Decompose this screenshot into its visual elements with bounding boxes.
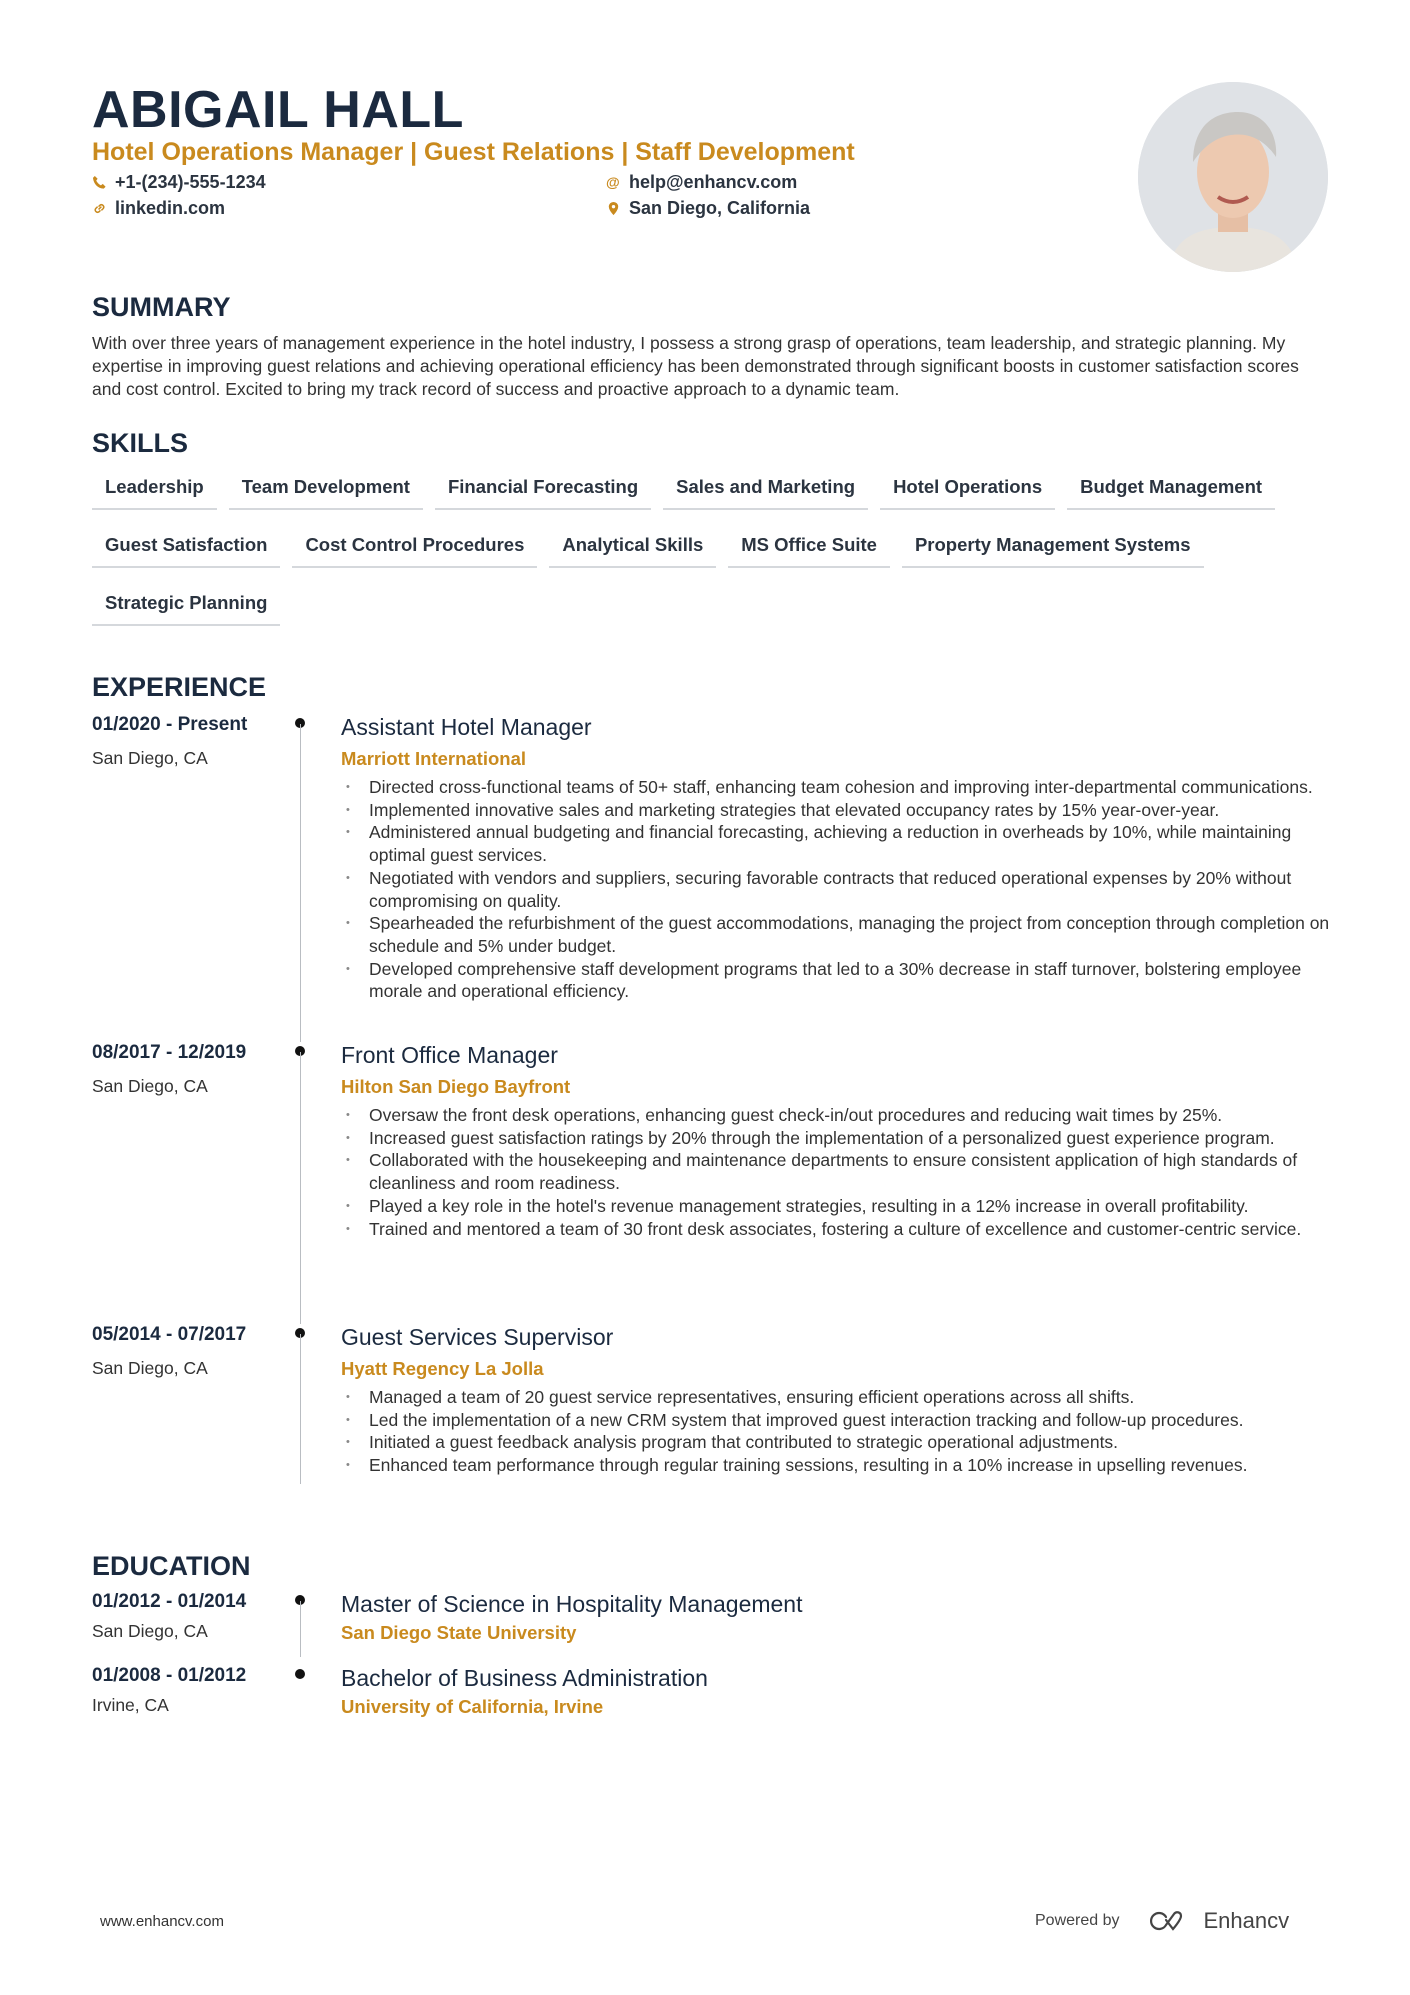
bullet: • Trained and mentored a team of 30 front desk associates, fostering a culture of excellence and customer-centric service. [341,1218,1332,1241]
skills-heading: SKILLS [92,428,189,458]
bullet: • Implemented innovative sales and marketing strategies that elevated occupancy rates by 15% year-over-year. [341,799,1332,822]
company-name: Hilton San Diego Bayfront [341,1076,571,1097]
company-name: Hyatt Regency La Jolla [341,1358,544,1379]
job-bullets [341,1386,1332,1477]
timeline [292,714,341,1003]
bullet: • Led the implementation of a new CRM system that improved guest interaction tracking and follow-up procedures. [341,1409,1332,1432]
timeline [292,1042,341,1240]
school: San Diego State University [341,1622,577,1643]
job-bullets [341,1104,1332,1240]
bullet: • Enhanced team performance through regular training sessions, resulting in a 10% increase in upselling revenues. [341,1454,1332,1477]
summary-heading: SUMMARY [92,292,231,322]
footer-url[interactable]: www.enhancv.com [100,1913,224,1930]
contact-email[interactable] [606,172,797,193]
job-date: 08/2017 - 12/2019 [92,1042,247,1063]
bullet: • Directed cross-functional teams of 50+ staff, enhancing team cohesion and improving inter-departmental communications. [341,776,1332,799]
bullet: • Played a key role in the hotel's revenue management strategies, resulting in a 12% increase in overall profitability. [341,1195,1332,1218]
svg-text:@: @ [606,175,620,190]
skill-chip: Property Management Systems [902,528,1204,568]
job-location: San Diego, CA [92,1358,208,1378]
job-location: San Diego, CA [92,748,208,768]
timeline-line [300,724,301,1042]
profile-photo [1138,82,1328,272]
degree: Master of Science in Hospitality Management [341,1591,803,1617]
bullet: • Collaborated with the housekeeping and maintenance departments to ensure consistent application of high standards of cleanliness and room readiness. [341,1149,1332,1194]
bullet: • Developed comprehensive staff development programs that led to a 30% decrease in staff turnover, bolstering employee morale and operational efficiency. [341,958,1332,1003]
timeline [292,1324,341,1477]
skills-list [92,470,1332,626]
skill-chip: Leadership [92,470,217,510]
phone-icon [92,175,107,190]
experience-entry [92,714,1332,1003]
education-entry [92,1665,1332,1718]
powered-by-label: Powered by [1035,1912,1120,1929]
location-text: San Diego, California [629,198,811,218]
job-title: Guest Services Supervisor [341,1324,614,1350]
email-text[interactable]: help@enhancv.com [629,172,798,192]
bullet: • Administered annual budgeting and financial forecasting, achieving a reduction in overheads by 10%, while maintaining optimal guest services. [341,821,1332,866]
contact-linkedin[interactable] [92,198,225,219]
timeline-dot [295,1669,305,1679]
skill-chip: Financial Forecasting [435,470,651,510]
at-icon [606,175,621,190]
enhancv-logo-icon [1146,1909,1192,1933]
job-location: San Diego, CA [92,1076,208,1096]
headline: Hotel Operations Manager | Guest Relations | Staff Development [92,138,855,166]
edu-date: 01/2012 - 01/2014 [92,1591,247,1612]
experience-entry [92,1324,1332,1477]
school: University of California, Irvine [341,1696,604,1717]
education-entry [92,1591,1332,1644]
contact-phone [92,172,266,193]
bullet: • Negotiated with vendors and suppliers, securing favorable contracts that reduced operational expenses by 20% without compromising on quality. [341,867,1332,912]
brand-name: Enhancv [1203,1908,1290,1933]
timeline-line [300,1334,301,1484]
experience-entry [92,1042,1332,1240]
edu-location: San Diego, CA [92,1621,208,1641]
phone-text: +1-(234)-555-1234 [115,172,266,192]
skill-chip: MS Office Suite [728,528,890,568]
timeline [292,1591,341,1644]
timeline [292,1665,341,1718]
candidate-name: ABIGAIL HALL [92,81,464,139]
skill-chip: Team Development [229,470,423,510]
edu-location: Irvine, CA [92,1695,169,1715]
skill-chip: Cost Control Procedures [292,528,537,568]
job-date: 05/2014 - 07/2017 [92,1324,247,1345]
summary-text: With over three years of management experience in the hotel industry, I possess a strong grasp of operations, team leadership, and strategic planning. My expertise in improving guest relations and achieving operational efficiency has been demonstrated through significant boosts in customer satisfaction scores and cost control. Excited to bring my track record of success and proactive approach to a dynamic team. [92,333,1299,399]
linkedin-text[interactable]: linkedin.com [115,198,226,218]
location-pin-icon [606,201,621,216]
skill-chip: Analytical Skills [549,528,716,568]
education-heading: EDUCATION [92,1551,251,1581]
skill-chip: Guest Satisfaction [92,528,280,568]
company-name: Marriott International [341,748,527,769]
experience-heading: EXPERIENCE [92,672,267,702]
bullet: • Increased guest satisfaction ratings by 20% through the implementation of a personalized guest experience program. [341,1127,1332,1150]
skill-chip: Strategic Planning [92,586,280,626]
degree: Bachelor of Business Administration [341,1665,708,1691]
job-bullets [341,776,1332,1003]
job-date: 01/2020 - Present [92,714,248,735]
timeline-line [300,1052,301,1324]
link-icon [92,201,107,216]
bullet: • Managed a team of 20 guest service representatives, ensuring efficient operations across all shifts. [341,1386,1332,1409]
bullet: • Initiated a guest feedback analysis program that contributed to strategic operational adjustments. [341,1431,1332,1454]
job-title: Front Office Manager [341,1042,558,1068]
powered-by [1035,1908,1289,1934]
edu-date: 01/2008 - 01/2012 [92,1665,247,1686]
skill-chip: Sales and Marketing [663,470,868,510]
bullet: • Spearheaded the refurbishment of the guest accommodations, managing the project from conception through completion on schedule and 5% under budget. [341,912,1332,957]
enhancv-logo[interactable] [1146,1908,1290,1934]
job-title: Assistant Hotel Manager [341,714,592,740]
timeline-line [300,1601,301,1657]
skill-chip: Hotel Operations [880,470,1055,510]
bullet: • Oversaw the front desk operations, enhancing guest check-in/out procedures and reducing wait times by 25%. [341,1104,1332,1127]
skill-chip: Budget Management [1067,470,1275,510]
contact-location [606,198,810,219]
